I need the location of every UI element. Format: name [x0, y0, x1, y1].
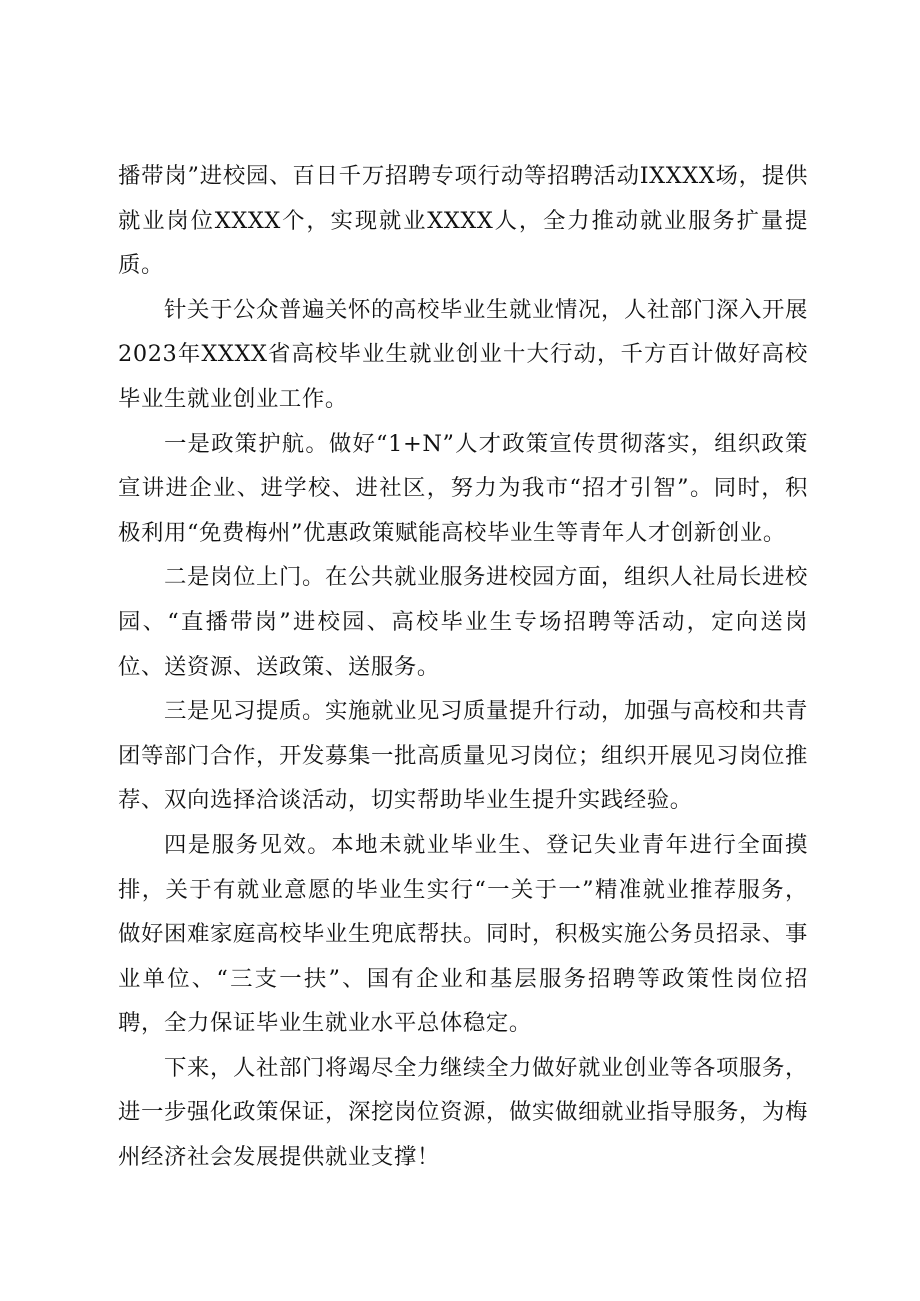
document-body	[118, 154, 808, 1180]
paragraph-internship-quality: 三是见习提质。实施就业见习质量提升行动，加强与高校和共青团等部门合作，开发募集一批高质量见习岗位；组织开展见习岗位推荐、双向选择洽谈活动，切实帮助毕业生提升实践经验。	[118, 698, 808, 814]
paragraph-continued: 播带岗”进校园、百日千万招聘专项行动等招聘活动IXXXX场，提供就业岗位XXXX个，实现就业XXXX人，全力推动就业服务扩量提质。	[118, 163, 808, 279]
paragraph-jobs-on-campus: 二是岗位上门。在公共就业服务进校园方面，组织人社局长进校园、“直播带岗”进校园、高校毕业生专场招聘等活动，定向送岗位、送资源、送政策、送服务。	[118, 564, 808, 680]
paragraph-graduate-employment-intro: 针关于公众普遍关怀的高校毕业生就业情况，人社部门深入开展2023年XXXX省高校毕业生就业创业十大行动，千方百计做好高校毕业生就业创业工作。	[118, 296, 808, 412]
paragraph-policy-escort: 一是政策护航。做好“1+N”人才政策宣传贯彻落实，组织政策宣讲进企业、进学校、进社区，努力为我市“招才引智”。同时，积极利用“免费梅州”优惠政策赋能高校毕业生等青年人才创新创业。	[118, 430, 808, 546]
paragraph-conclusion: 下来，人社部门将竭尽全力继续全力做好就业创业等各项服务，进一步强化政策保证，深挖岗位资源，做实做细就业指导服务，为梅州经济社会发展提供就业支撑！	[118, 1054, 808, 1171]
paragraph-service-effect: 四是服务见效。本地未就业毕业生、登记失业青年进行全面摸排，关于有就业意愿的毕业生实行“一关于一”精准就业推荐服务，做好困难家庭高校毕业生兜底帮扶。同时，积极实施公务员招录、事业单位、“三支一扶”、国有企业和基层服务招聘等政策性岗位招聘，全力保证毕业生就业水平总体稳定。	[118, 831, 808, 1037]
